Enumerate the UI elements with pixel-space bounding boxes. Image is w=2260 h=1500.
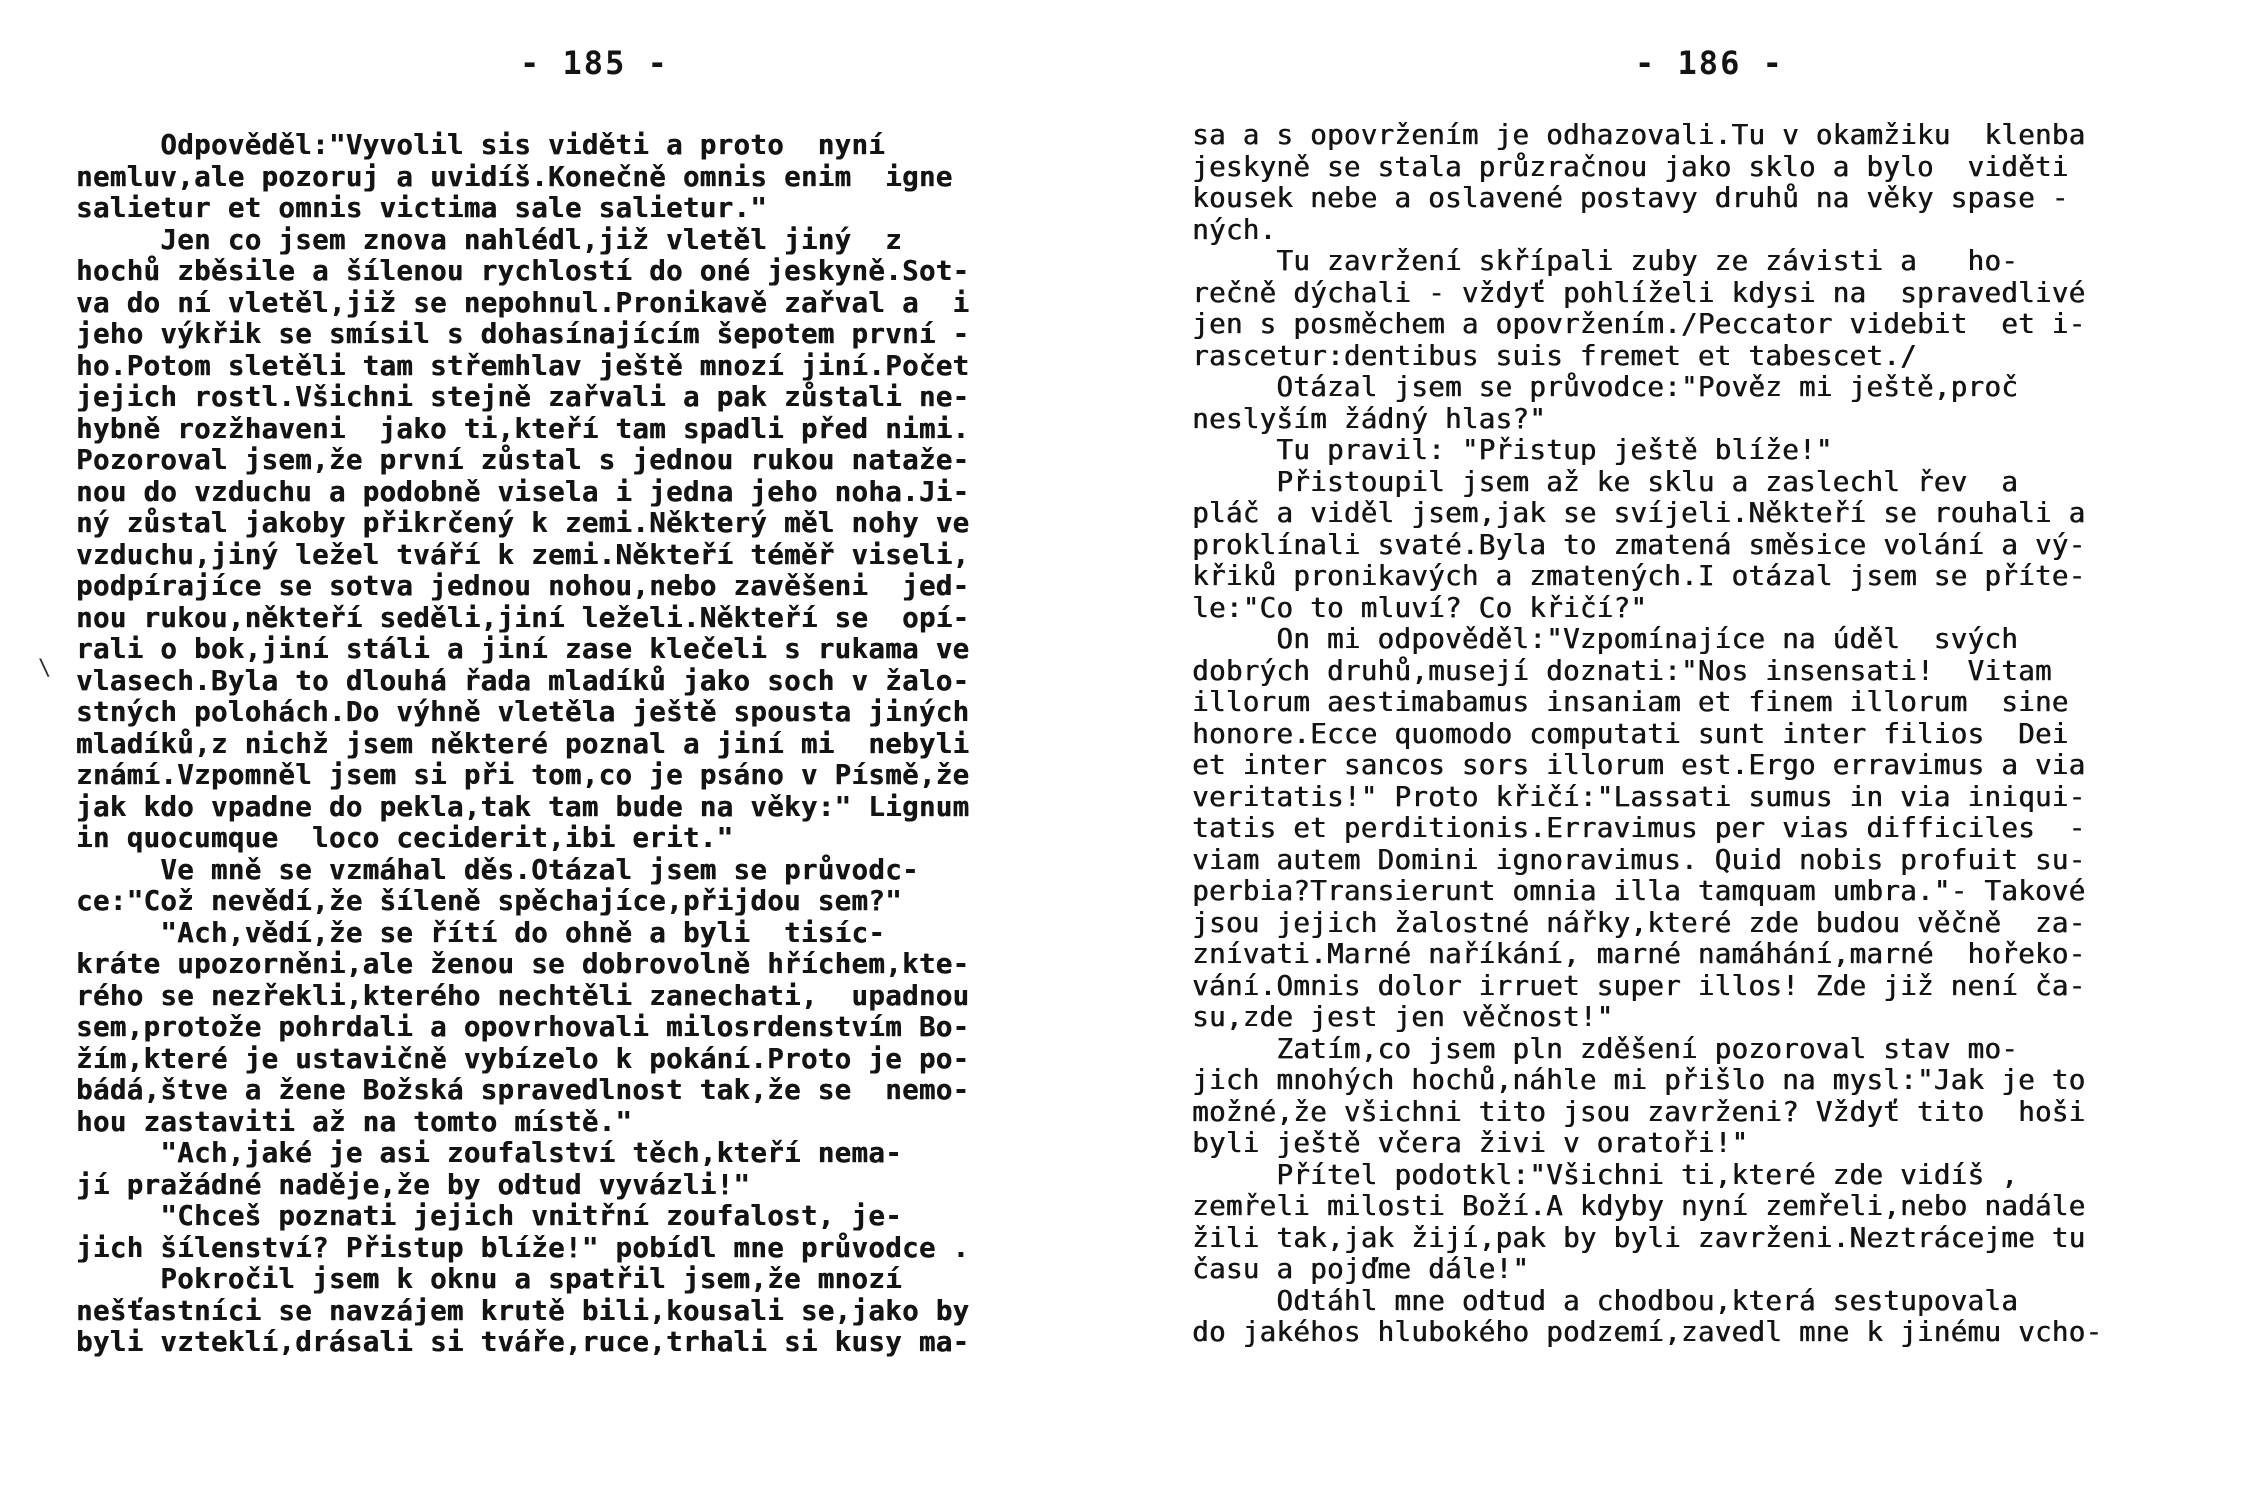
text-line: žím,které je ustavičně vybízelo k pokání.Proto je po- [76, 1042, 970, 1075]
text-line: viam autem Domini ignoravimus. Quid nobis profuit su- [1192, 843, 2086, 876]
text-line: rascetur:dentibus suis fremet et tabescet./ [1192, 339, 1917, 372]
text-line: salietur et omnis victima sale salietur." [76, 192, 768, 224]
text-line: Otázal jsem se průvodce:"Pověz mi ještě,proč [1192, 371, 2018, 403]
text-line: sem,protože pohrdali a opovrhovali milosrdenstvím Bo- [76, 1011, 970, 1043]
text-line: Tu zavržení skřípali zuby ze závisti a ho- [1192, 245, 2018, 277]
text-line: křiků pronikavých a zmatených.I otázal jsem se příte- [1192, 560, 2086, 592]
text-line: ný zůstal jakoby přikrčený k zemi.Některý měl nohy ve [76, 507, 970, 539]
text-line: žili tak,jak žijí,pak by byli zavrženi.Neztrácejme tu [1192, 1221, 2086, 1254]
text-line: "Chceš poznati jejich vnitřní zoufalost, je- [76, 1200, 902, 1232]
text-line: kousek nebe a oslavené postavy druhů na věky spase - [1192, 182, 2069, 214]
text-line: hou zastaviti až na tomto místě." [76, 1105, 633, 1138]
text-line: ných. [1192, 213, 1277, 246]
text-line: vzduchu,jiný ležel tváří k zemi.Někteří téměř viseli, [76, 538, 970, 571]
text-line: jeskyně se stala průzračnou jako sklo a bylo viděti [1192, 150, 2069, 183]
text-line: "Ach,vědí,že se řítí do ohně a byli tisíc- [76, 916, 886, 949]
text-line: ce:"Což nevědí,že šíleně spěchajíce,přijdou sem?" [76, 885, 902, 917]
page-number: - 185 - [520, 44, 669, 82]
text-line: kráte upozorněni,ale ženou se dobrovolně hříchem,kte- [76, 948, 970, 980]
text-line: jen s posměchem a opovržením./Peccator videbit et i- [1192, 308, 2086, 340]
text-line: tatis et perditionis.Erravimus per vias difficiles - [1192, 812, 2086, 844]
text-line: proklínali svaté.Byla to zmatená směsice volání a vý- [1192, 528, 2086, 561]
text-line: rali o bok,jiní stáli a jiní zase klečeli s rukama ve [76, 633, 970, 665]
text-line: sa a s opovržením je odhazovali.Tu v okamžiku klenba [1192, 119, 2086, 151]
text-line: neslyším žádný hlas?" [1192, 402, 1546, 435]
text-line: su,zde jest jen věčnost!" [1192, 1001, 1614, 1033]
text-line: byli vzteklí,drásali si tváře,ruce,trhali si kusy ma- [76, 1326, 970, 1358]
text-line: nou do vzduchu a podobně visela i jedna jeho noha.Ji- [76, 475, 970, 508]
text-line: stných polohách.Do výhně vletěla ještě spousta jiných [76, 696, 970, 728]
text-line: jsou jejich žalostné nářky,které zde budou věčně za- [1192, 906, 2086, 939]
text-line: zemřeli milosti Boží.A kdyby nyní zemřeli,nebo nadále [1192, 1190, 2086, 1222]
text-line: Ve mně se vzmáhal děs.Otázal jsem se průvodc- [76, 853, 919, 886]
text-line: dobrých druhů,musejí doznati:"Nos insensati! Vitam [1192, 654, 2052, 687]
text-line: znívati.Marné naříkání, marné namáhání,marné hořeko- [1192, 938, 2086, 970]
text-line: Přítel podotkl:"Všichni ti,které zde vidíš , [1192, 1158, 2018, 1191]
margin-mark: \ [38, 656, 52, 681]
text-line: nou rukou,někteří seděli,jiní leželi.Někteří se opí- [76, 601, 970, 634]
text-line: pláč a viděl jsem,jak se svíjeli.Někteří se rouhali a [1192, 497, 2086, 529]
text-line: Odtáhl mne odtud a chodbou,která sestupovala [1192, 1284, 2018, 1317]
text-line: podpírajíce se sotva jednou nohou,nebo zavěšeni jed- [76, 570, 970, 602]
text-line: Pokročil jsem k oknu a spatřil jsem,že mnozí [76, 1263, 902, 1295]
text-line: rečně dýchali - vždyť pohlíželi kdysi na spravedlivé [1192, 276, 2086, 309]
text-line: Zatím,co jsem pln zděšení pozoroval stav mo- [1192, 1032, 2018, 1065]
text-line: Přistoupil jsem až ke sklu a zaslechl řev a [1192, 465, 2018, 498]
text-line: jich šílenství? Přistup blíže!" pobídl mne průvodce . [76, 1231, 970, 1264]
text-line: jak kdo vpadne do pekla,tak tam bude na věky:" Lignum [76, 790, 970, 823]
text-line: jí pražádné naděje,že by odtud vyvázli!" [76, 1168, 751, 1201]
text-line: známí.Vzpomněl jsem si při tom,co je psáno v Písmě,že [76, 759, 970, 791]
text-line: Pozoroval jsem,že první zůstal s jednou rukou nataže- [76, 444, 970, 476]
page-text [76, 130, 1126, 1359]
right-page [1130, 0, 2260, 1500]
text-line: in quocumque loco ceciderit,ibi erit." [76, 822, 734, 854]
text-line: Jen co jsem znova nahlédl,již vletěl jiný z [76, 223, 902, 256]
text-line: jich mnohých hochů,náhle mi přišlo na mysl:"Jak je to [1192, 1064, 2086, 1096]
text-line: illorum aestimabamus insaniam et finem illorum sine [1192, 686, 2069, 718]
text-line: vlasech.Byla to dlouhá řada mladíků jako soch v žalo- [76, 664, 970, 697]
text-line: rého se nezřekli,kterého nechtěli zanechati, upadnou [76, 979, 970, 1012]
text-line: bádá,štve a žene Božská spravedlnost tak,že se nemo- [76, 1074, 970, 1106]
text-line: do jakéhos hlubokého podzemí,zavedl mne k jinému vcho- [1192, 1316, 2103, 1348]
text-line: mladíků,z nichž jsem některé poznal a jiní mi nebyli [76, 727, 970, 760]
text-line: možné,že všichni tito jsou zavrženi? Vždyť tito hoši [1192, 1095, 2086, 1128]
text-line: hybně rozžhaveni jako ti,kteří tam spadli před nimi. [76, 412, 970, 445]
text-line: le:"Co to mluví? Co křičí?" [1192, 591, 1648, 624]
text-line: perbia?Transierunt omnia illa tamquam umbra."- Takové [1192, 875, 2086, 907]
text-line: Tu pravil: "Přistup ještě blíže!" [1192, 434, 1833, 466]
text-line: On mi odpověděl:"Vzpomínajíce na úděl svých [1192, 623, 2018, 655]
page-number: - 186 - [1635, 44, 1784, 82]
text-line: va do ní vletěl,již se nepohnul.Pronikavě zařval a i [76, 286, 970, 319]
text-line: "Ach,jaké je asi zoufalství těch,kteří nema- [76, 1137, 902, 1169]
text-line: Odpověděl:"Vyvolil sis viděti a proto nyní [76, 129, 886, 161]
page-text [1192, 120, 2252, 1349]
text-line: ho.Potom sletěli tam střemhlav ještě mnozí jiní.Počet [76, 349, 970, 382]
text-line: jejich rostl.Všichni stejně zařvali a pak zůstali ne- [76, 381, 970, 413]
text-line: honore.Ecce quomodo computati sunt inter filios Dei [1192, 717, 2069, 750]
text-line: vání.Omnis dolor irruet super illos! Zde již není ča- [1192, 969, 2086, 1002]
text-line: hochů zběsile a šílenou rychlostí do oné jeskyně.Sot- [76, 255, 970, 287]
text-line: veritatis!" Proto křičí:"Lassati sumus in via iniqui- [1192, 780, 2086, 813]
text-line: času a pojďme dále!" [1192, 1253, 1530, 1285]
text-line: nešťastníci se navzájem krutě bili,kousali se,jako by [76, 1294, 970, 1327]
text-line: nemluv,ale pozoruj a uvidíš.Konečně omnis enim igne [76, 160, 953, 193]
text-line: et inter sancos sors illorum est.Ergo erravimus a via [1192, 749, 2086, 781]
text-line: jeho výkřik se smísil s dohasínajícím šepotem první - [76, 318, 970, 350]
text-line: byli ještě včera živi v oratoři!" [1192, 1127, 1749, 1159]
